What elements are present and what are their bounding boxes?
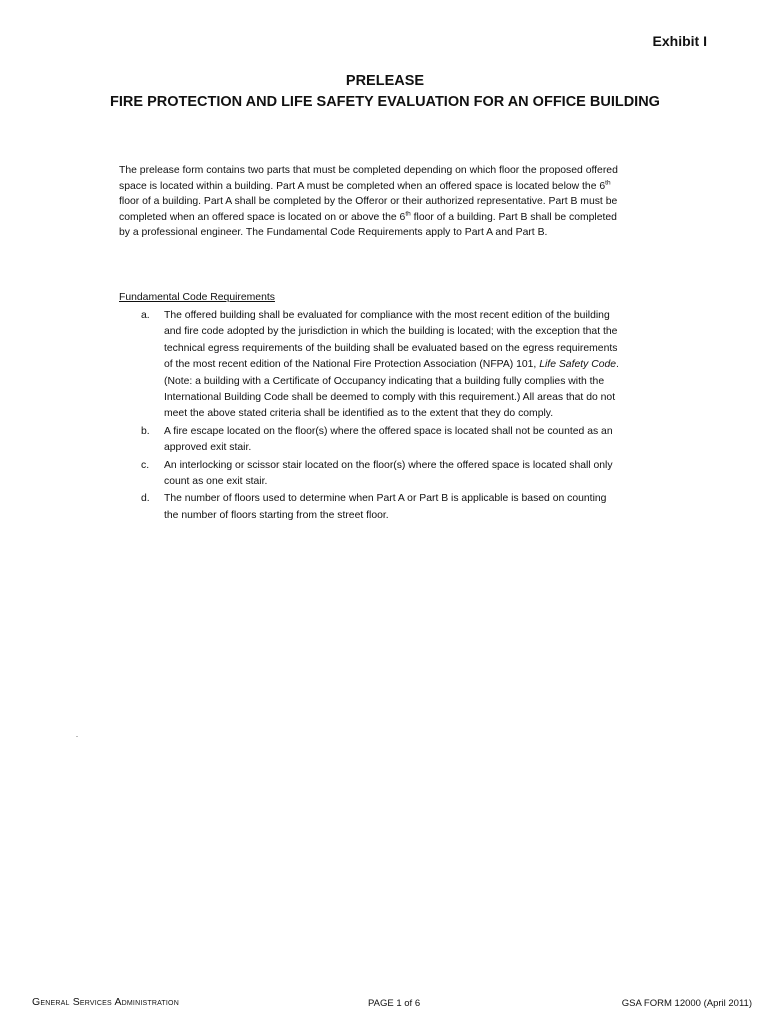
intro-superscript-2: th [405, 210, 411, 218]
list-item-text: A fire escape located on the floor(s) where the offered space is located shall not be counted as an approved exit stair. [164, 425, 613, 454]
list-item [133, 308, 623, 423]
list-item-letter: d. [141, 493, 150, 505]
list-item-text [164, 310, 619, 419]
list-item [133, 458, 623, 491]
list-item-text: The number of floors used to determine when Part A or Part B is applicable is based on counting the number of floors starting from the street floor. [164, 493, 607, 521]
exhibit-label: Exhibit I [652, 33, 707, 49]
requirements-list [133, 308, 623, 525]
list-item-letter: a. [141, 310, 150, 321]
document-title [0, 71, 770, 113]
title-line-2: FIRE PROTECTION AND LIFE SAFETY EVALUATION FOR AN OFFICE BUILDING [110, 94, 660, 110]
title-line-1: PRELEASE [345, 73, 425, 89]
intro-text-3: floor of a building. Part B shall be completed by a professional engineer. The Fundamental Code Requirements apply to Part A and Part B. [119, 211, 617, 239]
list-item [133, 491, 623, 524]
footer-page-number: PAGE 1 of 6 [368, 998, 421, 1009]
list-item-letter: c. [141, 459, 150, 471]
list-item-letter: b. [141, 425, 150, 437]
footer-form-number: GSA FORM 12000 (April 2011) [621, 998, 752, 1009]
list-item-text-part: . (Note: a building with a Certificate of Occupancy indicating that a building fully complies with the International Building Code shall be deemed to comply with this requirement.) All areas that do not meet the above stated criteria shall be identified as to the extent that they do comply. [164, 359, 619, 420]
list-item-text-part: The offered building shall be evaluated for compliance with the most recent edition of the building and fire code adopted by the jurisdiction in which the building is located; with the exception that the technical egress requirements of the building shall be evaluated based on the egress requirements of the most recent edition of the National Fire Protection Association (NFPA) 101, [164, 310, 618, 371]
footer-agency: General Services Administration [32, 996, 179, 1008]
list-item-text: An interlocking or scissor stair located on the floor(s) where the offered space is located shall only count as one exit stair. [164, 459, 613, 488]
section-heading: Fundamental Code Requirements [119, 292, 275, 303]
scan-speck [76, 736, 78, 737]
intro-superscript-1: th [605, 179, 611, 187]
intro-text-1: The prelease form contains two parts that must be completed depending on which floor the proposed offered space is located within a building. Part A must be completed when an offered space is located below the 6 [119, 165, 618, 192]
intro-text-2: floor of a building. Part A shall be completed by the Offeror or their authorized representative. Part B must be completed when an offered space is located on or above the 6 [119, 196, 618, 223]
list-item [133, 424, 623, 457]
intro-paragraph [119, 163, 619, 241]
list-item-italic-text: Life Safety Code [539, 359, 617, 371]
